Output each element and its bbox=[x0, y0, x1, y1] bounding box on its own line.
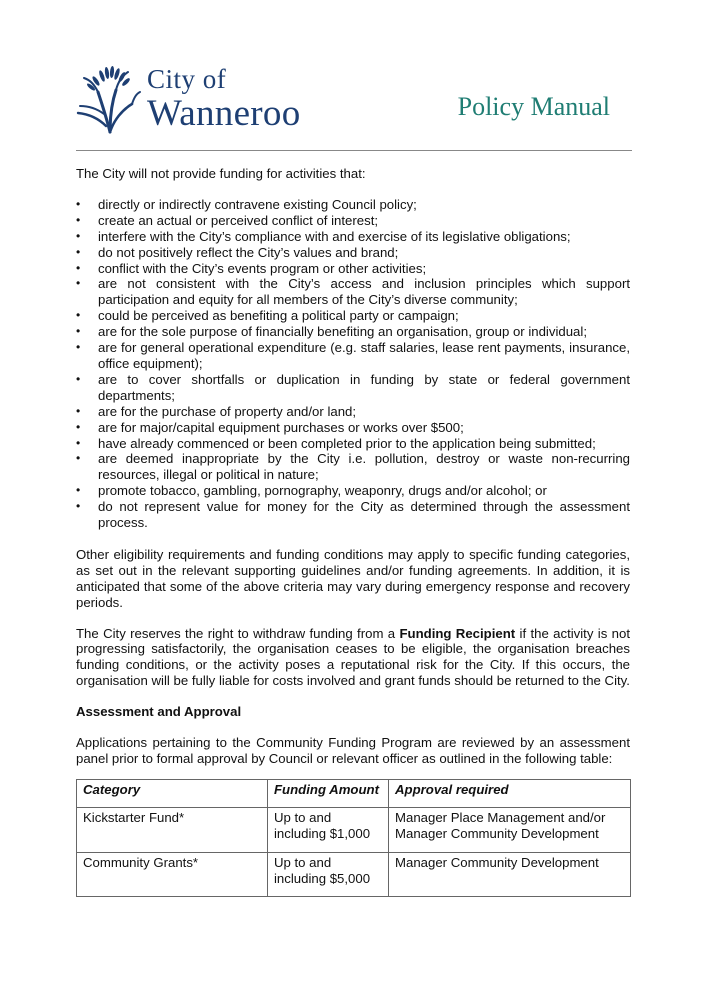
list-item bbox=[76, 197, 630, 213]
bullet-icon: • bbox=[76, 371, 81, 386]
bullet-icon: • bbox=[76, 276, 81, 291]
bullet-icon: • bbox=[76, 419, 81, 434]
ineligible-activities-list bbox=[76, 197, 630, 531]
table-cell-category: Community Grants* bbox=[77, 852, 268, 897]
list-item bbox=[76, 324, 630, 340]
table-header-row bbox=[77, 779, 631, 807]
funding-recipient-term: Funding Recipient bbox=[399, 625, 516, 641]
table-cell-approval: Manager Place Management and/or Manager Community Development bbox=[389, 807, 631, 852]
list-item-text: are for the purchase of property and/or land; bbox=[98, 403, 357, 419]
list-item-text: do not positively reflect the City’s values and brand; bbox=[98, 244, 399, 260]
list-item-text: could be perceived as benefiting a political party or campaign; bbox=[98, 308, 459, 324]
list-item-text: are to cover shortfalls or duplication in funding by state or federal government departments; bbox=[98, 371, 630, 403]
city-logo bbox=[76, 62, 326, 138]
list-item bbox=[76, 261, 630, 277]
page-header bbox=[76, 62, 632, 142]
reserve-text-before: The City reserves the right to withdraw funding from a bbox=[76, 625, 400, 641]
document-body bbox=[76, 166, 630, 897]
list-item bbox=[76, 483, 630, 499]
bullet-icon: • bbox=[76, 340, 81, 355]
plant-emblem-icon bbox=[76, 66, 142, 134]
assessment-heading: Assessment and Approval bbox=[76, 704, 242, 720]
list-item bbox=[76, 340, 630, 372]
list-item-text: conflict with the City’s events program or other activities; bbox=[98, 260, 427, 276]
list-item-text: are deemed inappropriate by the City i.e. pollution, destroy or waste non-recurring resources, illegal or political in nature; bbox=[98, 451, 630, 483]
list-item-text: are for major/capital equipment purchases or works over $500; bbox=[98, 419, 464, 435]
bullet-icon: • bbox=[76, 324, 81, 339]
bullet-icon: • bbox=[76, 403, 81, 418]
table-cell-category: Kickstarter Fund* bbox=[77, 807, 268, 852]
list-item bbox=[76, 276, 630, 308]
list-item bbox=[76, 308, 630, 324]
list-item-text: do not represent value for money for the City as determined through the assessment process. bbox=[98, 499, 630, 531]
reserve-text-after: if the activity is not progressing satisfactorily, the organisation ceases to be eligible, the organisation breaches funding conditions, or the activity poses a reputational risk for the City. If this occurs, the organisation will be fully liable for costs involved and grant funds should be returned to the City. bbox=[76, 625, 630, 689]
intro-text: The City will not provide funding for activities that: bbox=[76, 166, 366, 181]
approval-table bbox=[76, 779, 631, 898]
list-item bbox=[76, 372, 630, 404]
table-row bbox=[77, 807, 631, 852]
assessment-paragraph: Applications pertaining to the Community Funding Program are reviewed by an assessment panel prior to formal approval by Council or relevant officer as outlined in the following table: bbox=[76, 735, 630, 766]
list-item bbox=[76, 436, 630, 452]
list-item bbox=[76, 213, 630, 229]
list-item bbox=[76, 420, 630, 436]
bullet-icon: • bbox=[76, 499, 81, 514]
bullet-icon: • bbox=[76, 260, 81, 275]
table-cell-funding-amount: Up to and including $1,000 bbox=[268, 807, 389, 852]
table-row bbox=[77, 852, 631, 897]
list-item-text: directly or indirectly contravene existing Council policy; bbox=[98, 196, 417, 212]
list-item bbox=[76, 451, 630, 483]
list-item-text: create an actual or perceived conflict of interest; bbox=[98, 212, 379, 228]
list-item bbox=[76, 404, 630, 420]
column-header-funding-amount: Funding Amount bbox=[268, 779, 389, 807]
bullet-icon: • bbox=[76, 483, 81, 498]
list-item-text: are for general operational expenditure (e.g. staff salaries, lease rent payments, insurance, office equipment); bbox=[98, 340, 630, 371]
bullet-icon: • bbox=[76, 451, 81, 466]
bullet-icon: • bbox=[76, 308, 81, 323]
header-divider bbox=[76, 150, 632, 151]
list-item-text: are for the sole purpose of financially benefiting an organisation, group or individual; bbox=[98, 324, 587, 340]
logo-line-2: Wanneroo bbox=[147, 93, 301, 134]
list-item-text: have already commenced or been completed prior to the application being submitted; bbox=[98, 435, 596, 451]
bullet-icon: • bbox=[76, 228, 81, 243]
table-cell-approval: Manager Community Development bbox=[389, 852, 631, 897]
list-item bbox=[76, 499, 630, 531]
withdraw-funding-paragraph bbox=[76, 626, 630, 690]
list-item-text: are not consistent with the City’s access and inclusion principles which support participation and equity for all members of the City’s diverse community; bbox=[98, 276, 630, 308]
policy-manual-title: Policy Manual bbox=[457, 92, 610, 121]
column-header-approval-required: Approval required bbox=[389, 779, 631, 807]
list-item-text: interfere with the City’s compliance with and exercise of its legislative obligations; bbox=[98, 228, 571, 244]
table-cell-funding-amount: Up to and including $5,000 bbox=[268, 852, 389, 897]
list-item bbox=[76, 245, 630, 261]
bullet-icon: • bbox=[76, 244, 81, 259]
list-item bbox=[76, 229, 630, 245]
other-eligibility-paragraph: Other eligibility requirements and funding conditions may apply to specific funding categories, as set out in the relevant supporting guidelines and/or funding agreements. In addition, it is anticipated that some of the above criteria may vary during emergency response and recovery periods. bbox=[76, 546, 630, 610]
bullet-icon: • bbox=[76, 435, 81, 450]
column-header-category: Category bbox=[77, 779, 268, 807]
bullet-icon: • bbox=[76, 212, 81, 227]
bullet-icon: • bbox=[76, 196, 81, 211]
list-item-text: promote tobacco, gambling, pornography, weaponry, drugs and/or alcohol; or bbox=[98, 483, 547, 499]
logo-line-1: City of bbox=[147, 64, 227, 94]
